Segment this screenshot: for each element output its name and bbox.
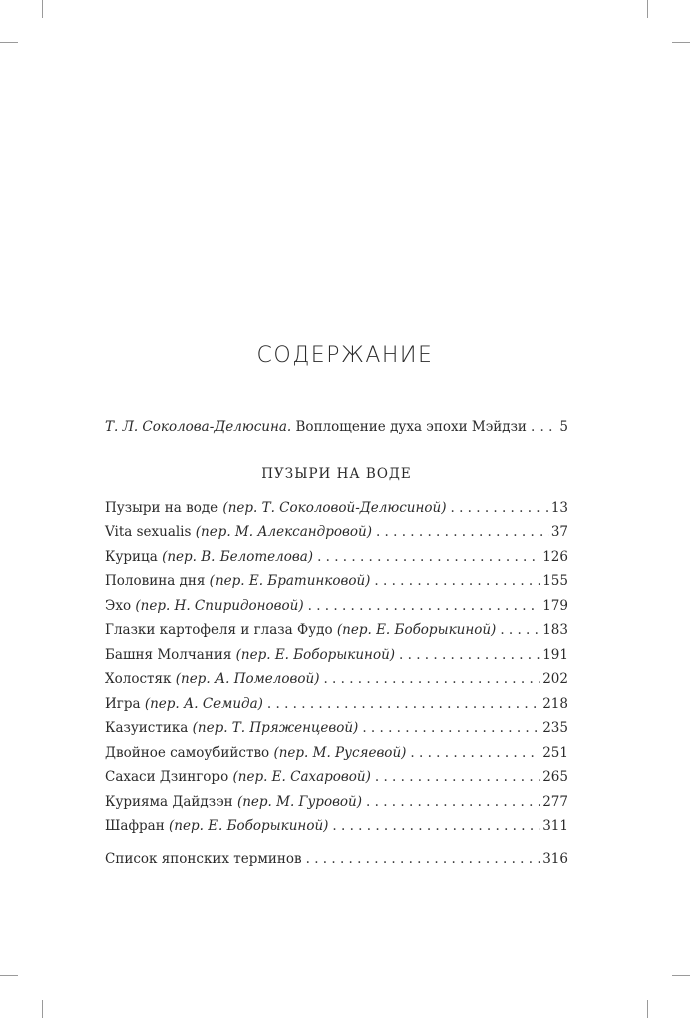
toc-entry[interactable] — [105, 790, 568, 815]
toc-entry-label — [105, 667, 319, 692]
toc-entry-label — [105, 765, 371, 790]
toc-entry-translator: (пер. Т. Соколовой-Делюсиной) — [222, 499, 447, 516]
dot-leader — [306, 847, 541, 872]
page-number: 179 — [542, 597, 568, 614]
toc-entry-label — [105, 643, 395, 668]
page-number: 155 — [542, 573, 568, 589]
toc-entry-translator: (пер. Е. Боборыкиной) — [169, 818, 329, 834]
toc-entry-label — [105, 790, 362, 815]
dot-leader — [366, 790, 540, 815]
page-number: 316 — [542, 850, 568, 867]
toc-entry[interactable] — [105, 716, 568, 741]
dot-leader — [500, 618, 540, 643]
toc-entry[interactable] — [105, 667, 568, 692]
page-number: 218 — [542, 695, 568, 712]
toc-entry-translator: (пер. В. Белотелова) — [162, 548, 314, 565]
crop-mark-left-top — [0, 42, 18, 43]
toc-entry[interactable] — [105, 741, 568, 766]
page-title: СОДЕРЖАНИЕ — [256, 343, 434, 368]
crop-mark-bottom-left — [42, 1000, 43, 1018]
toc-entry-title: Шафран — [105, 818, 165, 834]
toc-entry-translator: (пер. М. Гуровой) — [236, 793, 363, 810]
toc-entry[interactable] — [105, 520, 568, 545]
toc-glossary-title: Список японских терминов — [105, 850, 302, 867]
dot-leader — [531, 415, 557, 440]
page-number: 311 — [542, 818, 568, 834]
toc-entry-label — [105, 814, 328, 839]
toc-intro-title: Воплощение духа эпохи Мэйдзи — [295, 419, 527, 435]
toc-entry[interactable] — [105, 496, 568, 521]
toc-entry-title: Двойное самоубийство — [105, 744, 270, 761]
spacer — [105, 839, 568, 847]
toc-entry-label — [105, 618, 496, 643]
toc-entry-translator: (пер. А. Семида) — [144, 695, 263, 712]
toc-entry-label — [105, 496, 446, 521]
toc-glossary-entry[interactable] — [105, 847, 568, 872]
toc-entry-title: Vita sexualis — [105, 524, 192, 540]
toc-entry-translator: (пер. Т. Пряженцевой) — [192, 720, 359, 736]
toc-entry-translator: (пер. Е. Боборыкиной) — [336, 622, 497, 638]
toc-entry-title: Курияма Дайдзэн — [105, 793, 233, 810]
page-number: 235 — [542, 720, 568, 736]
table-of-contents — [105, 415, 568, 871]
toc-entry-label — [105, 569, 370, 594]
toc-entry-title: Казуистика — [105, 720, 189, 736]
toc-entry-title: Сахаси Дзингоро — [105, 769, 229, 785]
toc-entry-title: Эхо — [105, 597, 132, 614]
crop-mark-right-bottom — [672, 975, 690, 976]
dot-leader — [375, 765, 540, 790]
toc-entry-translator: (пер. М. Александровой) — [195, 524, 372, 540]
toc-entry-translator: (пер. Е. Братинковой) — [209, 573, 371, 589]
toc-entry-label — [105, 741, 406, 766]
toc-intro-author: Т. Л. Соколова-Делюсина. — [105, 419, 292, 435]
toc-entry[interactable] — [105, 618, 568, 643]
toc-entry-label — [105, 545, 313, 570]
toc-entry[interactable] — [105, 643, 568, 668]
dot-leader — [374, 569, 540, 594]
page-number: 202 — [542, 671, 568, 687]
toc-entry-label — [105, 716, 358, 741]
toc-entry[interactable] — [105, 569, 568, 594]
toc-entry-translator: (пер. Е. Боборыкиной) — [235, 646, 396, 663]
crop-mark-top-right — [647, 0, 648, 18]
dot-leader — [317, 545, 540, 570]
page-number: 126 — [542, 548, 568, 565]
dot-leader — [308, 594, 541, 619]
dot-leader — [323, 667, 540, 692]
toc-entry-translator: (пер. Н. Спиридоновой) — [135, 597, 304, 614]
toc-entry-title: Половина дня — [105, 573, 206, 589]
page-number: 277 — [542, 793, 568, 810]
toc-entry[interactable] — [105, 692, 568, 717]
crop-mark-bottom-right — [647, 1000, 648, 1018]
dot-leader — [376, 520, 549, 545]
dot-leader — [267, 692, 540, 717]
toc-entry-title: Игра — [105, 695, 141, 712]
toc-intro-entry[interactable] — [105, 415, 568, 440]
toc-entry-translator: (пер. М. Русяевой) — [273, 744, 407, 761]
page-number: 37 — [550, 524, 568, 540]
toc-entries — [105, 496, 568, 839]
toc-entry-translator: (пер. А. Помеловой) — [175, 671, 320, 687]
page-number: 251 — [542, 744, 568, 761]
toc-entry-title: Глазки картофеля и глаза Фудо — [105, 622, 333, 638]
crop-mark-right-top — [672, 42, 690, 43]
dot-leader — [450, 496, 548, 521]
toc-entry-title: Курица — [105, 548, 158, 565]
toc-entry[interactable] — [105, 765, 568, 790]
toc-entry-label — [105, 692, 263, 717]
crop-mark-left-bottom — [0, 975, 18, 976]
toc-entry-title: Башня Молчания — [105, 646, 232, 663]
toc-entry-translator: (пер. Е. Сахаровой) — [232, 769, 371, 785]
toc-entry[interactable] — [105, 814, 568, 839]
dot-leader — [332, 814, 540, 839]
page-number: 265 — [542, 769, 568, 785]
section-heading: ПУЗЫРИ НА ВОДЕ — [261, 465, 412, 482]
page-number: 183 — [542, 622, 568, 638]
dot-leader — [399, 643, 540, 668]
toc-intro-label — [105, 415, 527, 440]
toc-entry-label — [105, 594, 304, 619]
toc-entry-title: Пузыри на воде — [105, 499, 219, 516]
toc-entry-label — [105, 520, 372, 545]
toc-entry-title: Холостяк — [105, 671, 172, 687]
dot-leader — [362, 716, 540, 741]
crop-mark-top-left — [42, 0, 43, 18]
page-number: 191 — [542, 646, 568, 663]
page-number: 13 — [550, 499, 568, 516]
page-number: 5 — [559, 419, 568, 435]
toc-entry[interactable] — [105, 594, 568, 619]
toc-entry[interactable] — [105, 545, 568, 570]
dot-leader — [410, 741, 540, 766]
